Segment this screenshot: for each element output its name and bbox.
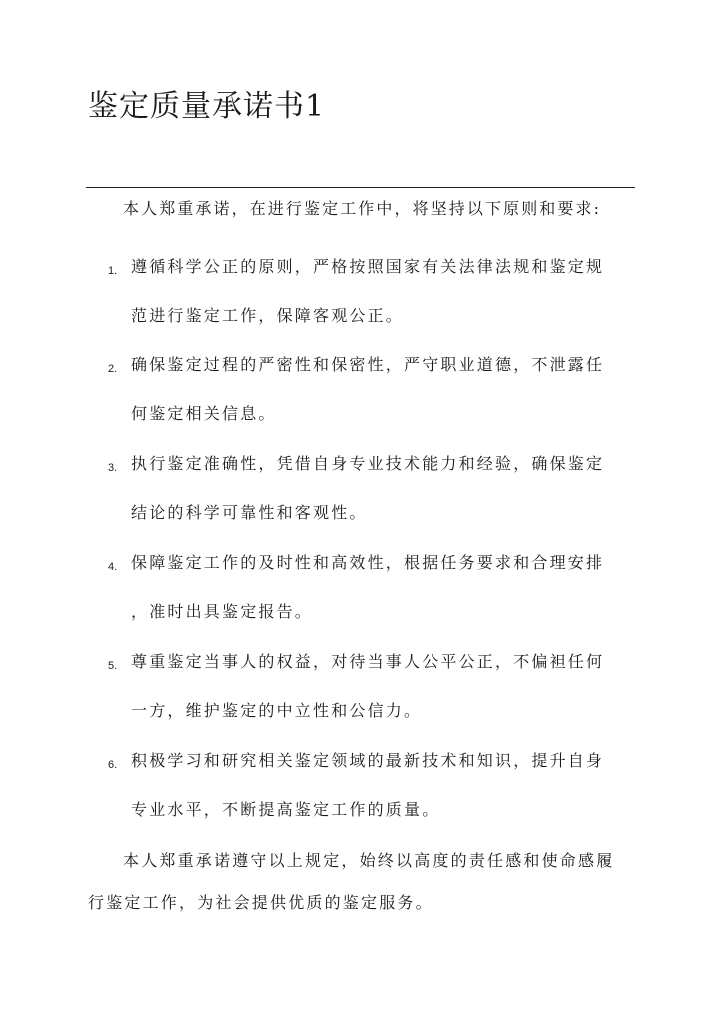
list-item — [0, 650, 720, 750]
list-item — [0, 255, 720, 355]
list-item-text-line1: 保障鉴定工作的及时性和高效性，根据任务要求和合理安排 — [131, 553, 605, 572]
list-item-text-line2: ，准时出具鉴定报告。 — [131, 602, 314, 621]
list-item — [0, 452, 720, 552]
list-item-text-line2: 何鉴定相关信息。 — [131, 404, 277, 423]
list-item-text-line2: 一方，维护鉴定的中立性和公信力。 — [131, 701, 423, 720]
list-item-text-line1: 积极学习和研究相关鉴定领域的最新技术和知识，提升自身 — [131, 751, 605, 770]
list-item-text-line1: 确保鉴定过程的严密性和保密性，严守职业道德，不泄露任 — [131, 355, 605, 374]
list-item-number: 5. — [108, 660, 118, 672]
list-item-number: 4. — [108, 561, 118, 573]
list-item-text-line1: 尊重鉴定当事人的权益，对待当事人公平公正，不偏袒任何 — [131, 652, 605, 671]
list-item-number: 3. — [108, 462, 118, 474]
title-divider — [86, 187, 635, 188]
list-item-text-line2: 结论的科学可靠性和客观性。 — [131, 503, 368, 522]
closing-paragraph-line1: 本人郑重承诺遵守以上规定，始终以高度的责任感和使命感履 — [123, 851, 615, 870]
list-item-number: 6. — [108, 759, 118, 771]
list-item-text-line1: 遵循科学公正的原则，严格按照国家有关法律法规和鉴定规 — [131, 257, 605, 276]
intro-paragraph: 本人郑重承诺，在进行鉴定工作中，将坚持以下原则和要求: — [123, 199, 602, 218]
list-item-number: 1. — [108, 265, 118, 277]
closing-paragraph-line2: 行鉴定工作，为社会提供优质的鉴定服务。 — [88, 893, 434, 912]
list-item-text-line2: 范进行鉴定工作，保障客观公正。 — [131, 306, 405, 325]
list-item-number: 2. — [108, 363, 118, 375]
document-title: 鉴定质量承诺书1 — [88, 89, 326, 124]
list-item — [0, 551, 720, 651]
list-item — [0, 749, 720, 849]
list-item-text-line1: 执行鉴定准确性，凭借自身专业技术能力和经验，确保鉴定 — [131, 454, 605, 473]
list-item — [0, 353, 720, 453]
list-item-text-line2: 专业水平，不断提高鉴定工作的质量。 — [131, 800, 441, 819]
